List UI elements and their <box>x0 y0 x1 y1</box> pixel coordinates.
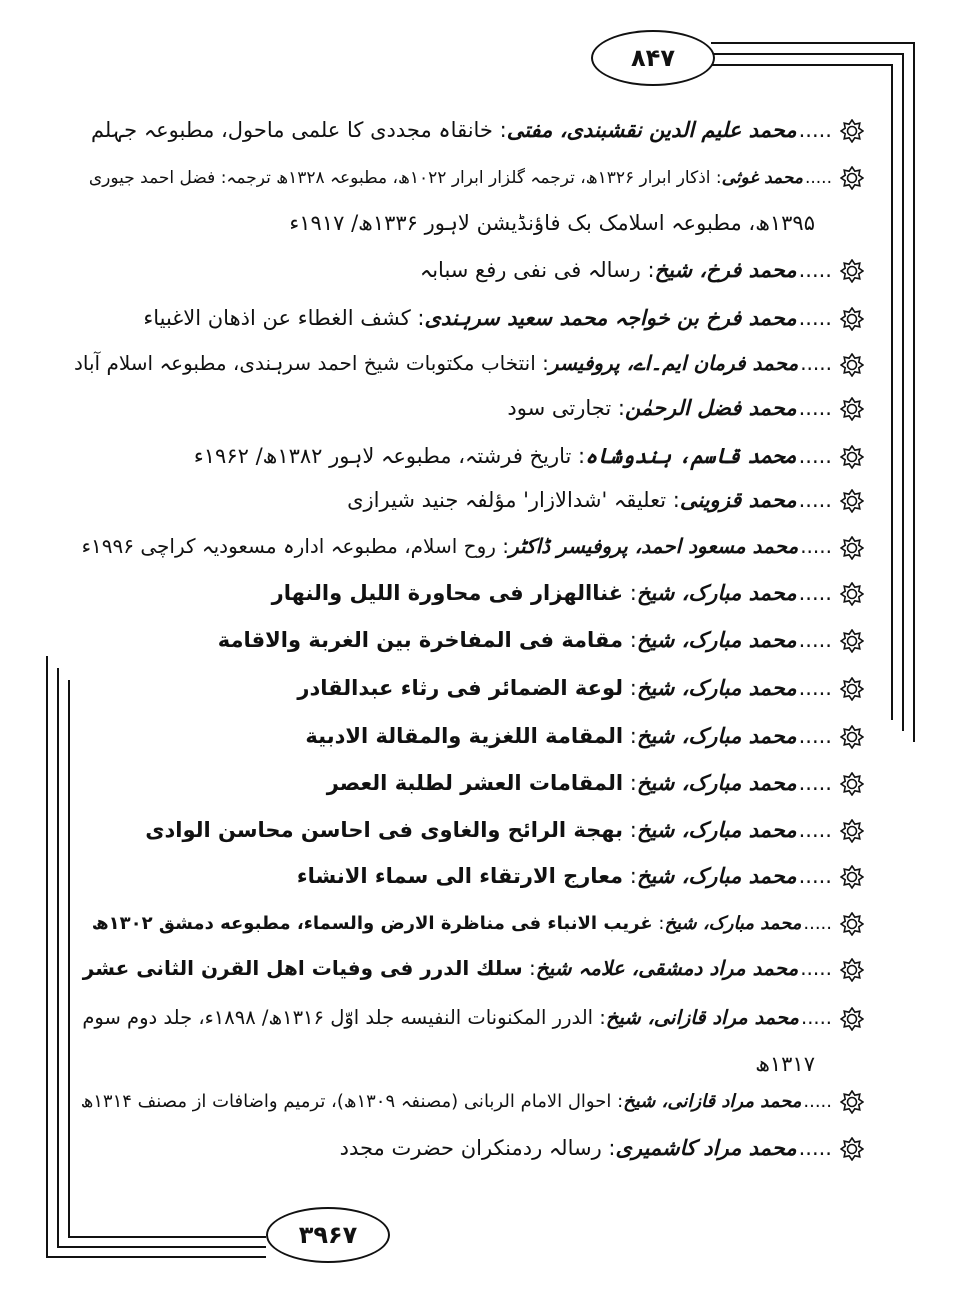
bibliography-entry <box>74 622 864 658</box>
entry-title: الدرر المكنونات النفيسه جلد اوّل ۱۳۱۶ھ/ ۱۸۹۸ء، جلد دوم سوم <box>82 1006 594 1029</box>
author-title-separator: : <box>593 1006 606 1029</box>
star-ornament-icon <box>840 1090 864 1114</box>
entry-author: محمد مبارک، شیخ <box>636 581 797 605</box>
entry-author: محمد غوثی <box>721 168 803 188</box>
entry-title: معارج الارتقاء الى سماء الانشاء <box>296 864 624 888</box>
entry-author: محمد فضل الرحمٰن <box>624 396 797 420</box>
entry-author: محمد مراد کاشمیری <box>615 1136 797 1160</box>
author-title-separator: : <box>535 351 549 375</box>
star-ornament-icon <box>840 582 864 606</box>
entry-title: احوال الامام الربانی (مصنفہ ۱۳۰۹ھ)، ترمیم واضافات از مصنف ۱۳۱۴ھ <box>80 1091 612 1112</box>
author-title-separator: : <box>623 724 637 748</box>
bibliography-entry <box>74 482 864 518</box>
entry-title: اذکار ابرار ۱۳۲۶ھ، ترجمہ گلزار ابرار ۱۰۲۲ھ، مطبوعہ ۱۳۲۸ھ ترجمہ: فضل احمد جیوری <box>88 168 711 188</box>
leader-dots: ..... <box>798 1136 832 1160</box>
entry-title: انتخاب مکتوبات شیخ احمد سرہندی، مطبوعہ اسلام آباد <box>73 351 536 375</box>
entry-author: محمد فرمان ایم۔اے، پروفیسر <box>548 351 799 375</box>
star-ornament-icon <box>840 307 864 331</box>
bibliography-entry <box>74 670 864 706</box>
entry-author: محمد قزوینی <box>679 488 797 512</box>
author-title-separator: : <box>611 396 625 420</box>
entry-title: رسالہ ردمنکران حضرت مجدد <box>339 1136 602 1160</box>
bibliography-entry <box>74 112 864 148</box>
star-ornament-icon <box>840 397 864 421</box>
author-title-separator: : <box>640 258 655 282</box>
leader-dots: ..... <box>800 351 832 375</box>
entry-title: غناالهزار فى محاورة الليل والنهار <box>271 581 624 605</box>
entry-title: رسالہ فی نفی رفع سبابہ <box>419 258 641 282</box>
bibliography-entry <box>74 160 864 196</box>
star-ornament-icon <box>840 445 864 469</box>
star-ornament-icon <box>840 1007 864 1031</box>
entry-author: محمد مراد دمشقی، علامہ شیخ <box>535 956 799 980</box>
star-ornament-icon <box>840 772 864 796</box>
leader-dots: ..... <box>800 534 832 558</box>
author-title-separator: : <box>522 956 536 980</box>
entry-author: محمد مبارک، شیخ <box>664 913 802 934</box>
leader-dots: ..... <box>801 1006 832 1029</box>
bibliography-entry <box>74 252 864 288</box>
author-title-separator: : <box>601 1136 616 1160</box>
bibliography-entry <box>74 765 864 801</box>
star-ornament-icon <box>840 629 864 653</box>
entry-title: تاریخ فرشتہ، مطبوعہ لاہور ۱۳۸۲ھ/ ۱۹۶۲ء <box>193 444 572 468</box>
star-ornament-icon <box>840 489 864 513</box>
entry-title: بهجة الرائح والغاوى فى احاسن محاسن الوادى <box>145 818 624 842</box>
bibliography-entry <box>74 1084 864 1120</box>
bibliography-entry <box>74 345 864 381</box>
bibliography-entry <box>74 300 864 336</box>
entry-author: محمد مبارک، شیخ <box>636 628 797 652</box>
leader-dots: ..... <box>800 956 832 980</box>
star-ornament-icon <box>840 119 864 143</box>
author-title-separator: : <box>666 488 680 512</box>
leader-dots: ..... <box>798 396 832 420</box>
entry-author: محمد قاسم، ہندوشاہ <box>585 444 797 468</box>
entry-title: المقامات العشر لطلبة العصر <box>326 771 624 795</box>
entry-author: محمد مراد قازانی، شیخ <box>623 1091 802 1112</box>
star-ornament-icon <box>840 166 864 190</box>
bibliography-entry <box>74 858 864 894</box>
top-page-number: ۸۴۷ <box>591 30 715 86</box>
author-title-separator: : <box>495 534 509 558</box>
entry-title: خانقاہ مجددی کا علمی ماحول، مطبوعہ جہلم <box>90 118 493 142</box>
bibliography-entry <box>74 718 864 754</box>
entry-continuation: ۱۳۹۵ھ، مطبوعہ اسلامک بک فاؤنڈیشن لاہور ۱۳۳۶ھ/ ۱۹۱۷ء <box>289 211 815 235</box>
leader-dots: ..... <box>803 1091 832 1112</box>
bottom-page-number: ۳۹۶۷ <box>266 1207 390 1263</box>
author-title-separator: : <box>623 771 637 795</box>
leader-dots: ..... <box>798 864 832 888</box>
star-ornament-icon <box>840 259 864 283</box>
star-ornament-icon <box>840 677 864 701</box>
author-title-separator: : <box>623 676 637 700</box>
leader-dots: ..... <box>804 168 832 188</box>
leader-dots: ..... <box>798 444 832 468</box>
bibliography-entry <box>74 950 864 986</box>
entry-title: لوعة الضمائر فى رثاء عبدالقادر <box>297 676 624 700</box>
leader-dots: ..... <box>798 676 832 700</box>
entry-title: روح اسلام، مطبوعہ ادارہ مسعودیہ کراچی ۱۹۹۶ء <box>81 534 496 558</box>
star-ornament-icon <box>840 536 864 560</box>
entry-title: تعلیقہ 'شدالازار' مؤلفہ جنید شیرازی <box>347 488 667 512</box>
entry-author: محمد مبارک، شیخ <box>636 676 797 700</box>
leader-dots: ..... <box>798 818 832 842</box>
entry-author: محمد فرخ بن خواجہ محمد سعید سرہندی <box>424 306 797 330</box>
entry-title: غريب الانباء فى مناظرة الارض والسماء، مطبوعه دمشق ۱۳۰۲ھ <box>91 913 653 934</box>
star-ornament-icon <box>840 353 864 377</box>
leader-dots: ..... <box>798 628 832 652</box>
bibliography-entry <box>74 906 864 942</box>
leader-dots: ..... <box>798 771 832 795</box>
entry-author: محمد علیم الدین نقشبندی، مفتی <box>506 118 797 142</box>
entry-title: المقامة اللغزية والمقالة الادبية <box>305 724 624 748</box>
author-title-separator: : <box>652 913 665 934</box>
author-title-separator: : <box>623 581 637 605</box>
author-title-separator: : <box>492 118 507 142</box>
star-ornament-icon <box>840 958 864 982</box>
entry-continuation: ۱۳۱۷ھ <box>755 1052 815 1076</box>
star-ornament-icon <box>840 725 864 749</box>
star-ornament-icon <box>840 865 864 889</box>
entry-author: محمد فرخ، شیخ <box>654 258 797 282</box>
entry-title: تجارتی سود <box>507 396 612 420</box>
entry-author: محمد مبارک، شیخ <box>636 818 797 842</box>
entry-author: محمد مبارک، شیخ <box>636 724 797 748</box>
leader-dots: ..... <box>798 258 832 282</box>
leader-dots: ..... <box>798 724 832 748</box>
leader-dots: ..... <box>798 118 832 142</box>
author-title-separator: : <box>623 864 637 888</box>
author-title-separator: : <box>410 306 425 330</box>
bibliography-entry <box>74 528 864 564</box>
entry-author: محمد مبارک، شیخ <box>636 771 797 795</box>
star-ornament-icon <box>840 912 864 936</box>
entry-title: سلك الدرر فى وفيات اهل القرن الثانى عشر <box>82 956 523 980</box>
leader-dots: ..... <box>798 581 832 605</box>
entry-author: محمد مراد قازانی، شیخ <box>605 1006 799 1029</box>
author-title-separator: : <box>623 628 637 652</box>
leader-dots: ..... <box>803 913 832 934</box>
leader-dots: ..... <box>798 488 832 512</box>
leader-dots: ..... <box>798 306 832 330</box>
entry-author: محمد مسعود احمد، پروفیسر ڈاکٹر <box>509 534 799 558</box>
entry-author: محمد مبارک، شیخ <box>636 864 797 888</box>
author-title-separator: : <box>611 1091 624 1112</box>
bibliography-entry <box>74 575 864 611</box>
author-title-separator: : <box>623 818 637 842</box>
bibliography-entry <box>74 1130 864 1166</box>
author-title-separator: : <box>571 444 586 468</box>
bibliography-entry <box>74 390 864 426</box>
star-ornament-icon <box>840 819 864 843</box>
author-title-separator: : <box>710 168 722 188</box>
bibliography-entry <box>74 1000 864 1036</box>
bibliography-entry <box>74 812 864 848</box>
star-ornament-icon <box>840 1137 864 1161</box>
entry-title: مقامة فى المفاخرة بين الغربة والاقامة <box>217 628 624 652</box>
bibliography-entry <box>74 438 864 474</box>
entry-title: كشف الغطاء عن اذهان الاغبياء <box>143 306 411 330</box>
